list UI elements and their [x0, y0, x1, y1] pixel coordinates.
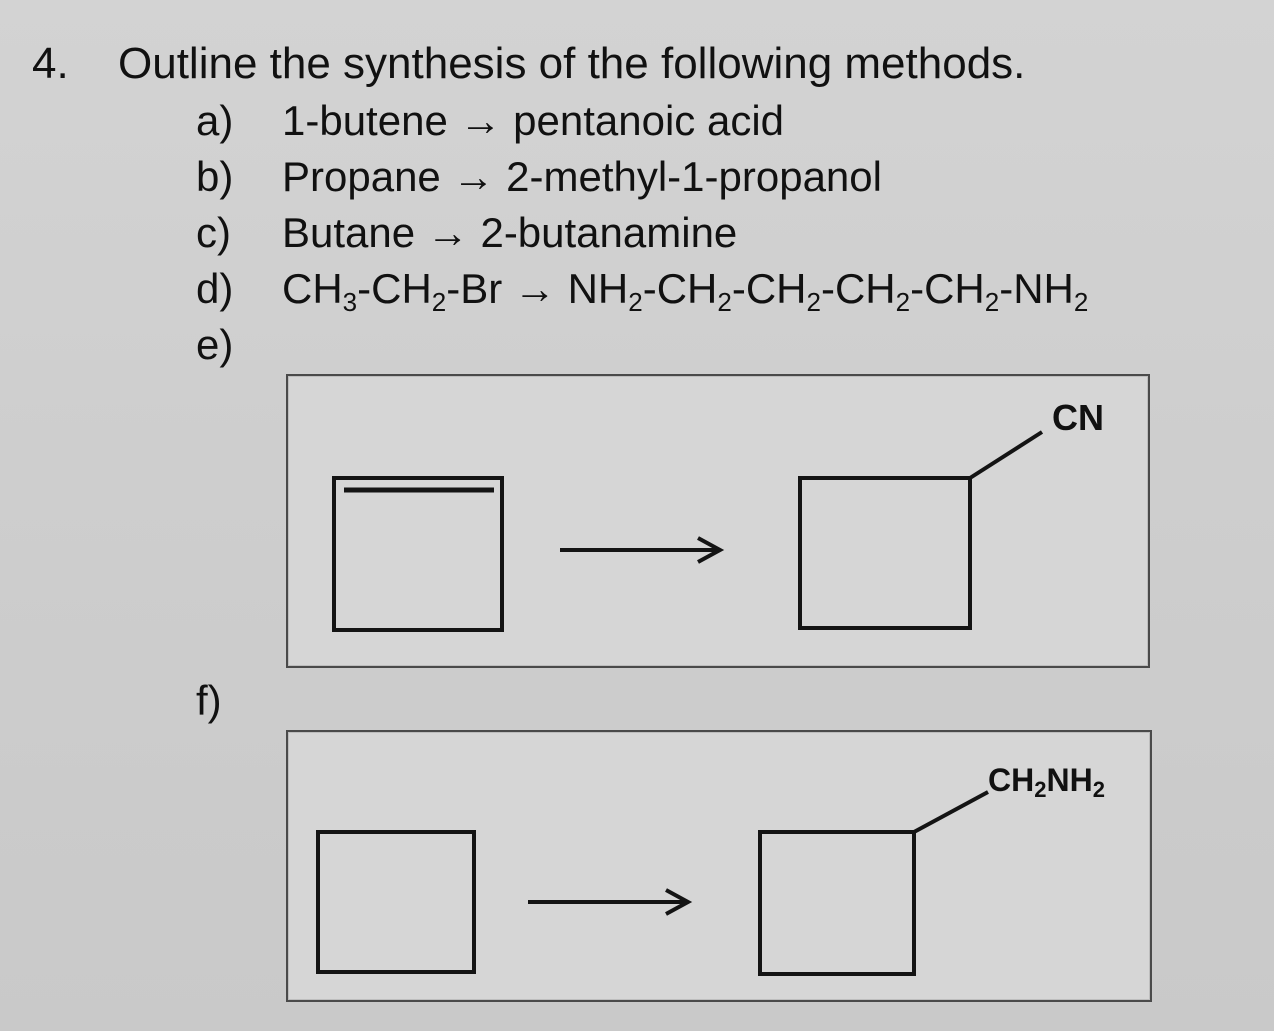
- item-f-letter: f): [196, 677, 222, 724]
- item-d-formula: [282, 265, 1089, 317]
- item-a: [196, 96, 784, 146]
- item-c: [196, 208, 737, 258]
- question-number: 4.: [32, 39, 69, 88]
- cyclobutane-structure: [318, 832, 474, 972]
- formula-subscript: 2: [806, 287, 821, 317]
- formula-part: -CH: [642, 265, 718, 312]
- item-a-text: 1-butene → pentanoic acid: [282, 97, 785, 144]
- item-a-letter: a): [196, 97, 234, 144]
- reaction-panel-f: [286, 730, 1152, 1002]
- item-e: [196, 320, 282, 370]
- formula-part: -Br → NH: [446, 265, 629, 312]
- item-d-letter: d): [196, 265, 234, 312]
- formula-subscript: 2: [895, 287, 911, 317]
- cyclobutene-structure: [334, 478, 502, 630]
- formula-part: -CH: [910, 265, 985, 312]
- amine-label: [988, 760, 1105, 800]
- item-c-text: Butane → 2-butanamine: [282, 209, 738, 256]
- reaction-scheme-e: [288, 376, 1148, 666]
- reaction-panel-e: [286, 374, 1150, 668]
- formula-part: -NH: [999, 265, 1074, 312]
- item-f: [196, 676, 282, 726]
- formula-subscript: 2: [984, 287, 1000, 317]
- formula-subscript: 2: [1073, 287, 1089, 317]
- label-part: NH: [1046, 762, 1093, 798]
- label-subscript: 2: [1092, 777, 1105, 802]
- formula-part: -CH: [357, 265, 432, 312]
- reaction-arrow: [560, 538, 720, 562]
- formula-subscript: 2: [628, 287, 643, 317]
- item-c-letter: c): [196, 209, 231, 256]
- question-title: Outline the synthesis of the following methods.: [118, 39, 1026, 88]
- formula-part: -CH: [820, 265, 896, 312]
- item-b: [196, 152, 882, 202]
- item-d: [196, 264, 1089, 317]
- cyclobutylmethanamine-structure: [760, 792, 988, 974]
- formula-subscript: 2: [717, 287, 732, 317]
- formula-subscript: 2: [431, 287, 447, 317]
- item-b-letter: b): [196, 153, 234, 200]
- item-b-text: Propane → 2-methyl-1-propanol: [282, 153, 882, 200]
- formula-subscript: 3: [342, 287, 358, 317]
- item-e-letter: e): [196, 321, 234, 368]
- cyclobutane-nitrile-structure: [800, 432, 1042, 628]
- reaction-arrow: [528, 890, 688, 914]
- formula-part: CH: [282, 265, 343, 312]
- label-part: CH: [988, 762, 1035, 798]
- nitrile-label: CN: [1052, 397, 1104, 438]
- label-subscript: 2: [1034, 777, 1047, 802]
- formula-part: -CH: [731, 265, 807, 312]
